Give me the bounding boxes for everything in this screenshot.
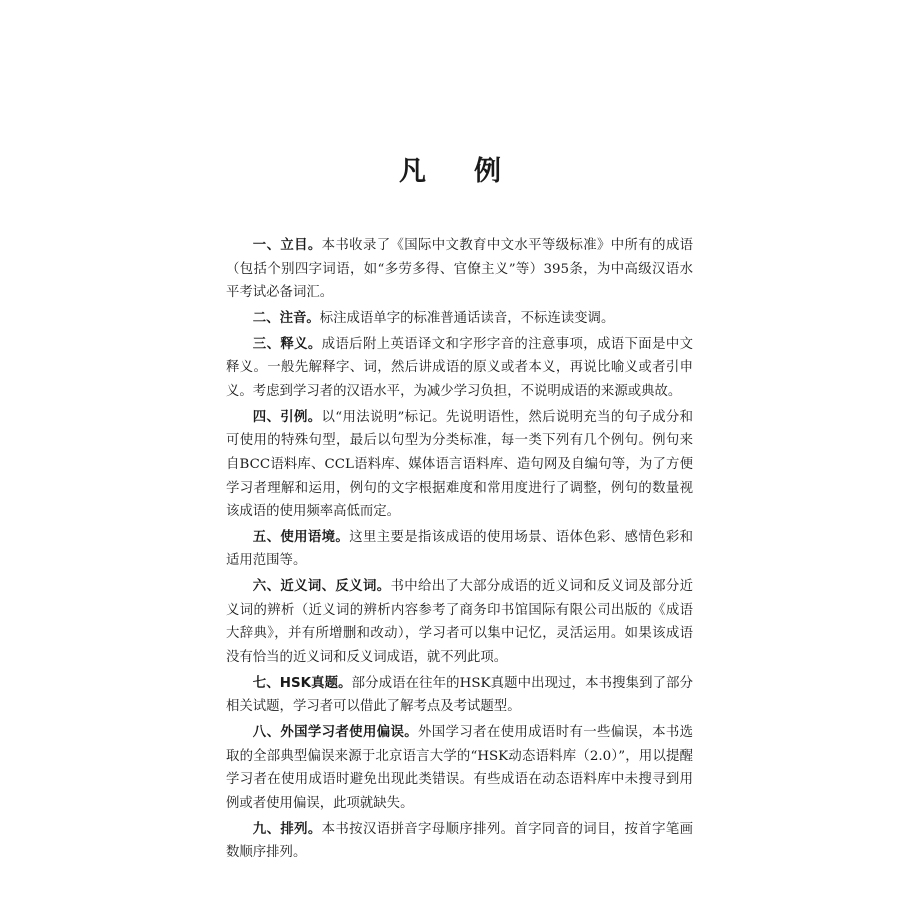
section-7-heading: 七、HSK真题。 bbox=[252, 675, 352, 691]
page-title bbox=[0, 148, 900, 196]
section-1-text: 本书收录了《国际中文教育中文水平等级标准》中所有的成语（包括个别四字词语，如“多劳多得、官僚主义”等）395条，为中高级汉语水平考试必备词汇。 bbox=[226, 238, 694, 301]
section-6 bbox=[226, 575, 693, 669]
section-1-heading: 一、立目。 bbox=[252, 238, 322, 253]
section-2 bbox=[226, 307, 693, 331]
section-6-heading: 六、近义词、反义词。 bbox=[252, 579, 391, 595]
page-title-char-2: 例 bbox=[474, 156, 501, 187]
section-8 bbox=[226, 721, 693, 815]
guide-content bbox=[226, 234, 693, 867]
section-3-heading: 三、释义。 bbox=[252, 336, 322, 352]
section-4 bbox=[226, 406, 693, 524]
section-6-text: 书中给出了大部分成语的近义词和反义词及部分近义词的辨析（近义词的辨析内容参考了商务印书馆国际有限公司出版的《成语大辞典》，并有所增删和改动），学习者可以集中记忆，灵活运用。如果该成语没有恰当的近义词和反义词成语，就不列此项。 bbox=[226, 579, 694, 666]
section-8-text: 外国学习者在使用成语时有一些偏误，本书选取的全部典型偏误来源于北京语言大学的“HSK动态语料库（2.0）”，用以提醒学习者在使用成语时避免出现此类错误。有些成语在动态语料库中未搜寻到用例或者使用偏误，此项就缺失。 bbox=[226, 725, 693, 811]
section-7-text: 部分成语在往年的HSK真题中出现过，本书搜集到了部分相关试题，学习者可以借此了解考点及考试题型。 bbox=[226, 675, 693, 715]
section-4-text: 以“用法说明”标记。先说明语性，然后说明充当的句子成分和可使用的特殊句型，最后以句型为分类标准，每一类下列有几个例句。例句来自BCC语料库、CCL语料库、媒体语言语料库、造句网及自编句等，为了方便学习者理解和运用，例句的文字根据难度和常用度进行了调整，例句的数量视该成语的使用频率高低而定。 bbox=[226, 409, 693, 520]
section-1 bbox=[226, 234, 693, 305]
section-5-text: 这里主要是指该成语的使用场景、语体色彩、感情色彩和适用范围等。 bbox=[226, 529, 694, 569]
section-9-text: 本书按汉语拼音字母顺序排列。首字同音的词目，按首字笔画数顺序排列。 bbox=[226, 821, 694, 861]
section-9-heading: 九、排列。 bbox=[252, 821, 322, 837]
section-7 bbox=[226, 672, 693, 719]
section-8-heading: 八、外国学习者使用偏误。 bbox=[252, 725, 419, 741]
section-2-heading: 二、注音。 bbox=[252, 310, 320, 326]
section-4-heading: 四、引例。 bbox=[252, 409, 322, 425]
section-9 bbox=[226, 818, 693, 865]
section-5-heading: 五、使用语境。 bbox=[252, 529, 350, 545]
page-title-char-1: 凡 bbox=[399, 156, 426, 187]
section-3-text: 成语后附上英语译文和字形字音的注意事项，成语下面是中文释义。一般先解释字、词，然后讲成语的原义或者本义，再说比喻义或者引申义。考虑到学习者的汉语水平，为减少学习负担，不说明成语的来源或典故。 bbox=[226, 336, 694, 399]
section-5 bbox=[226, 526, 693, 573]
section-2-text: 标注成语单字的标准普通话读音，不标连读变调。 bbox=[319, 310, 615, 326]
section-3 bbox=[226, 333, 693, 404]
